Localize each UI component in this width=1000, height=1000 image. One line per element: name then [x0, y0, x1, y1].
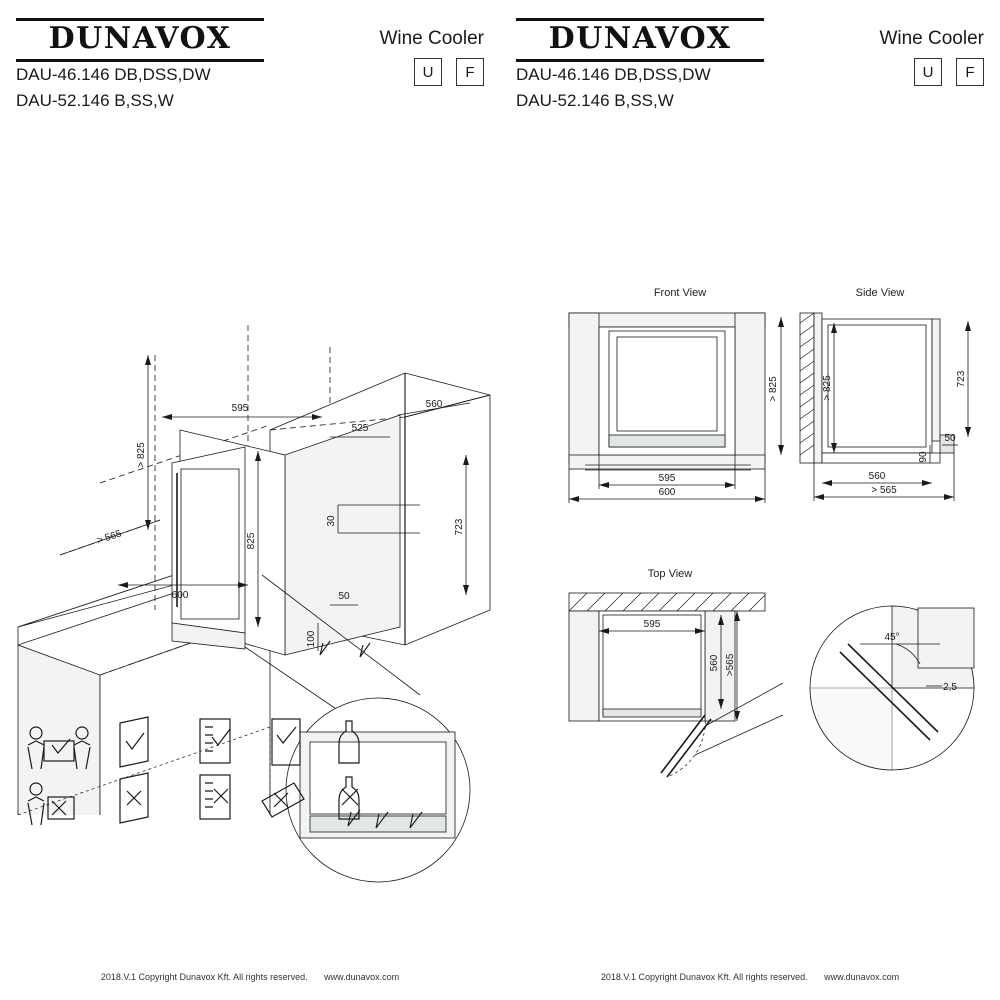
dim-unit-depth-560: 560 [425, 399, 443, 410]
upright-transport-ok-icon [272, 719, 300, 765]
dim-plinth-gap-50: 50 [338, 591, 350, 602]
model-list-left [16, 62, 211, 115]
dim-detail-angle: 45° [884, 632, 900, 643]
dim-unit-height-825: 825 [246, 532, 257, 550]
dim-cabinet-height-min: > 825 [136, 442, 147, 468]
bottle-upright-ok-icon [339, 721, 359, 763]
dim-side-560: 560 [868, 471, 886, 482]
dim-side-50: 50 [944, 433, 956, 444]
brand-text-right: DUNAVOX [548, 21, 732, 56]
front-view-drawing [555, 305, 805, 535]
front-view-title: Front View [653, 287, 707, 299]
tilt-not-ok-icon [120, 773, 148, 823]
tilt-ok-icon [120, 717, 148, 767]
model-line-1: DAU-46.146 DB,DSS,DW [16, 65, 211, 84]
footer-url-right[interactable]: www.dunavox.com [824, 972, 900, 982]
dim-top-565: >565 [725, 653, 736, 677]
dim-front-height: > 825 [768, 376, 779, 402]
dim-door-height-723: 723 [454, 518, 465, 536]
dim-unit-width-525: 525 [351, 423, 369, 434]
dim-detail-gap: 2,5 [943, 682, 957, 693]
badge-row-right [914, 58, 984, 86]
dim-grill-30: 30 [326, 515, 337, 527]
brand-text: DUNAVOX [48, 21, 232, 56]
dim-side-565: > 565 [871, 485, 897, 496]
model-list-right [516, 62, 711, 115]
dim-niche-width-600: 600 [171, 590, 189, 601]
product-type-right: Wine Cooler [879, 28, 984, 49]
badge-u-right: U [914, 58, 942, 86]
footer-copyright: 2018.V.1 Copyright Dunavox Kft. All rights reserved. [100, 972, 308, 982]
model-line-1-right: DAU-46.146 DB,DSS,DW [516, 65, 711, 84]
lay-down-not-ok-icon [262, 783, 304, 817]
one-person-lift-not-ok-icon [28, 783, 74, 825]
side-view-title: Side View [855, 287, 905, 299]
badge-u: U [414, 58, 442, 86]
right-panel [500, 0, 1000, 1000]
dim-front-600: 600 [658, 487, 676, 498]
footer-url[interactable]: www.dunavox.com [324, 972, 400, 982]
top-view-title: Top View [647, 568, 693, 580]
product-type-left: Wine Cooler [379, 28, 484, 49]
manual-read-ok-icon [200, 719, 230, 763]
model-line-2-right: DAU-52.146 B,SS,W [516, 91, 674, 111]
footer-left [0, 972, 500, 982]
badge-f-right: F [956, 58, 984, 86]
badge-f: F [456, 58, 484, 86]
footer-copyright-right: 2018.V.1 Copyright Dunavox Kft. All rights reserved. [600, 972, 808, 982]
badge-row-left [414, 58, 484, 86]
side-view-drawing [790, 305, 1000, 535]
handling-icon-row [14, 715, 394, 830]
dim-cabinet-depth-min: > 565 [95, 528, 123, 547]
door-angle-detail-callout [800, 600, 990, 780]
top-view-drawing [555, 585, 815, 805]
footer-right [500, 972, 1000, 982]
dim-side-723: 723 [956, 370, 967, 388]
dim-opening-width-595: 595 [231, 403, 249, 414]
bottle-laid-not-ok-icon [339, 777, 359, 819]
dim-top-560: 560 [709, 654, 720, 672]
dim-toe-kick-100: 100 [306, 630, 317, 648]
dim-front-595: 595 [658, 473, 676, 484]
dim-side-90: 90 [918, 451, 929, 463]
brand-logo-left [16, 18, 264, 62]
manual-ignore-not-ok-icon [200, 775, 230, 819]
model-line-2: DAU-52.146 B,SS,W [16, 91, 174, 111]
two-person-lift-ok-icon [28, 727, 90, 769]
dim-top-595: 595 [643, 619, 661, 630]
brand-logo-right [516, 18, 764, 62]
dim-side-height: > 825 [822, 375, 833, 401]
